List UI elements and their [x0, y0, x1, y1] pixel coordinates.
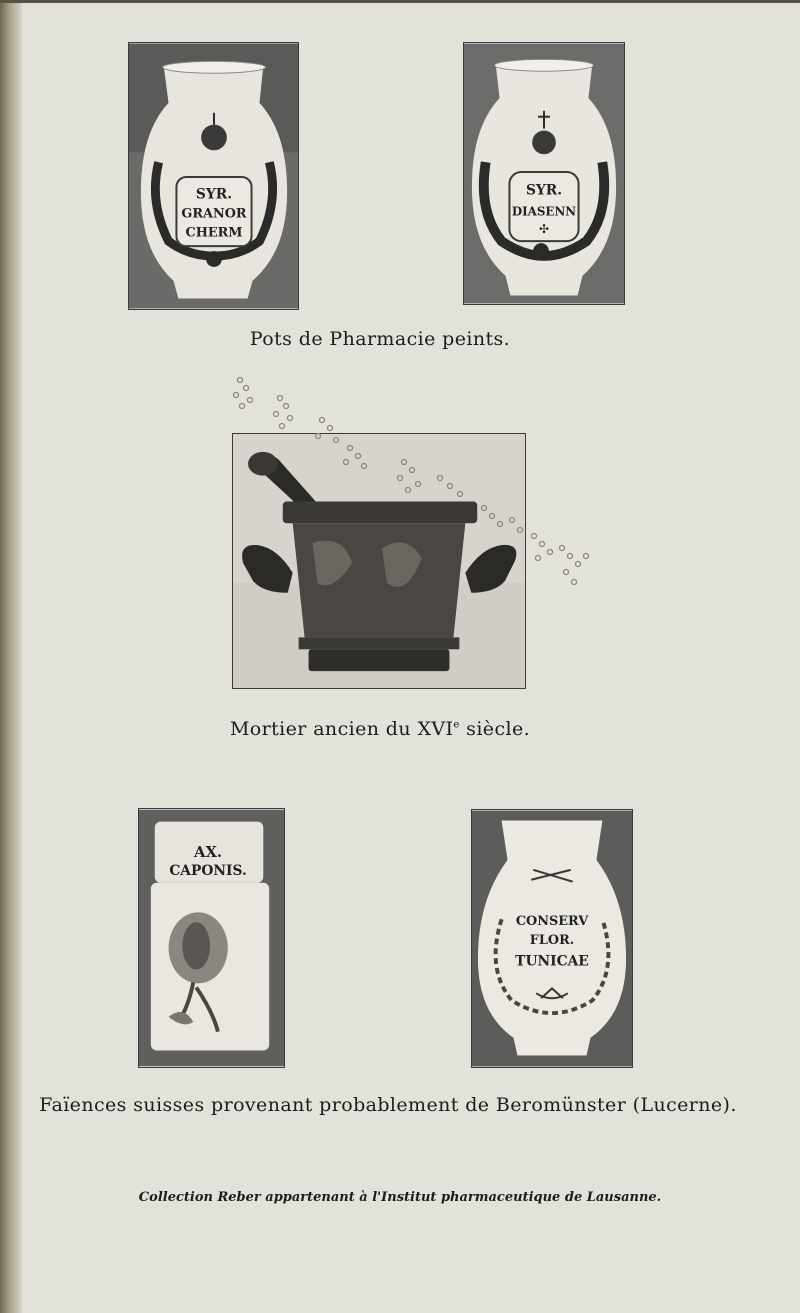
caption-pots: Pots de Pharmacie peints.: [249, 328, 511, 350]
collection-credit: Collection Reber appartenant à l'Institut pharmaceutique de Lausanne.: [138, 1190, 662, 1205]
jar4-label-line1: CONSERV: [515, 914, 589, 930]
cross-ornament-icon: ✣: [539, 222, 549, 237]
jar3-label-line2: CAPONIS.: [169, 862, 247, 879]
caption-mortier-superscript: e: [453, 719, 460, 731]
photo-jar-caponis: [138, 808, 285, 1068]
photo-pharmacy-jar-diasenn: [463, 42, 625, 305]
jar-caponis-illustration: [139, 809, 284, 1067]
caption-mortier: [0, 718, 760, 740]
jar4-label-line2: FLOR.: [529, 932, 575, 948]
jar2-label-line1: SYR.: [525, 182, 563, 199]
jar1-label-line2: GRANOR: [181, 206, 247, 222]
mortar-illustration: [233, 434, 525, 688]
jar1-label-line3: CHERM: [185, 225, 243, 241]
caption-mortier-tail: siècle.: [459, 718, 531, 740]
photo-mortar: [232, 433, 526, 689]
caption-mortier-text: Mortier ancien du XVI: [229, 718, 454, 740]
jar2-label-line2: DIASENN: [511, 204, 577, 219]
jar4-label-line3: TUNICAE: [515, 953, 589, 970]
jar-diasenn-illustration: [464, 43, 624, 304]
caption-faiences: Faïences suisses provenant probablement de Beromünster (Lucerne).: [39, 1094, 737, 1116]
photo-jar-tunicae: [471, 809, 633, 1068]
jar-granor-illustration: [129, 43, 298, 309]
jar3-label-line1: AX.: [194, 844, 223, 862]
photo-pharmacy-jar-granor: [128, 42, 299, 310]
top-edge: [0, 0, 800, 3]
jar-tunicae-illustration: [472, 810, 632, 1067]
jar1-label-line1: SYR.: [195, 186, 233, 203]
book-spine-shadow: [0, 0, 22, 1313]
